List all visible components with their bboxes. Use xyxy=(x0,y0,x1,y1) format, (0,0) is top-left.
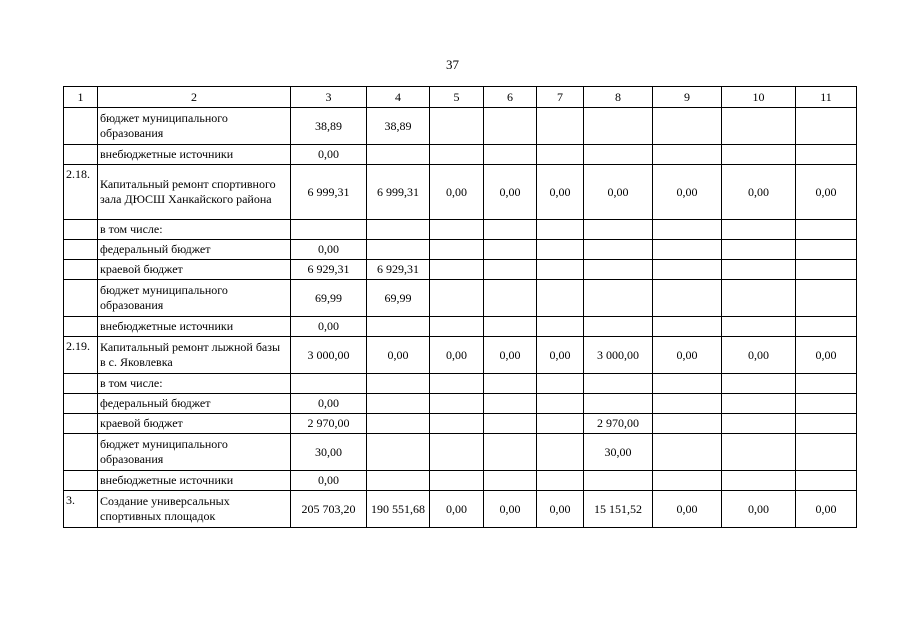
value-cell xyxy=(430,394,484,414)
value-cell: 0,00 xyxy=(430,165,484,220)
value-cell xyxy=(584,471,653,491)
value-cell: 0,00 xyxy=(291,240,367,260)
budget-table xyxy=(63,86,857,528)
value-cell: 0,00 xyxy=(722,337,796,374)
value-cell: 0,00 xyxy=(430,337,484,374)
value-cell: 3 000,00 xyxy=(584,337,653,374)
value-cell xyxy=(430,280,484,317)
value-cell: 6 929,31 xyxy=(367,260,430,280)
value-cell xyxy=(584,394,653,414)
value-cell xyxy=(722,240,796,260)
value-cell: 0,00 xyxy=(484,165,537,220)
value-cell xyxy=(796,240,857,260)
value-cell xyxy=(367,414,430,434)
value-cell xyxy=(367,374,430,394)
value-cell: 0,00 xyxy=(484,491,537,528)
header-cell: 2 xyxy=(98,87,291,108)
value-cell xyxy=(796,394,857,414)
value-cell: 69,99 xyxy=(367,280,430,317)
value-cell: 2 970,00 xyxy=(584,414,653,434)
header-row xyxy=(64,87,857,108)
value-cell xyxy=(653,280,722,317)
value-cell: 0,00 xyxy=(537,337,584,374)
value-cell xyxy=(722,317,796,337)
value-cell xyxy=(484,220,537,240)
value-cell: 0,00 xyxy=(291,471,367,491)
value-cell xyxy=(653,317,722,337)
value-cell xyxy=(653,260,722,280)
row-number-cell: 2.18. xyxy=(64,165,98,220)
row-number-cell xyxy=(64,317,98,337)
row-label-cell: бюджет муниципального образования xyxy=(98,280,291,317)
value-cell xyxy=(722,145,796,165)
row-number-cell xyxy=(64,414,98,434)
row-number-cell: 2.19. xyxy=(64,337,98,374)
value-cell xyxy=(537,471,584,491)
value-cell xyxy=(722,108,796,145)
value-cell: 0,00 xyxy=(653,491,722,528)
table-row xyxy=(64,220,857,240)
value-cell xyxy=(484,434,537,471)
row-number-cell xyxy=(64,220,98,240)
table-row xyxy=(64,491,857,528)
row-number-cell xyxy=(64,145,98,165)
value-cell xyxy=(291,374,367,394)
value-cell: 3 000,00 xyxy=(291,337,367,374)
value-cell xyxy=(484,280,537,317)
value-cell xyxy=(484,414,537,434)
value-cell xyxy=(722,471,796,491)
value-cell xyxy=(430,471,484,491)
value-cell xyxy=(484,240,537,260)
row-label-cell: Капитальный ремонт спортивного зала ДЮСШ Ханкайского района xyxy=(98,165,291,220)
value-cell xyxy=(367,220,430,240)
value-cell xyxy=(796,471,857,491)
value-cell xyxy=(584,240,653,260)
value-cell: 0,00 xyxy=(367,337,430,374)
value-cell: 0,00 xyxy=(484,337,537,374)
header-cell: 9 xyxy=(653,87,722,108)
value-cell: 0,00 xyxy=(796,337,857,374)
value-cell: 0,00 xyxy=(796,491,857,528)
value-cell: 0,00 xyxy=(430,491,484,528)
row-label-cell: в том числе: xyxy=(98,220,291,240)
value-cell xyxy=(796,280,857,317)
value-cell xyxy=(367,434,430,471)
value-cell xyxy=(722,220,796,240)
table-row xyxy=(64,108,857,145)
value-cell xyxy=(584,108,653,145)
value-cell xyxy=(430,374,484,394)
row-number-cell xyxy=(64,471,98,491)
header-cell: 5 xyxy=(430,87,484,108)
table-row xyxy=(64,165,857,220)
value-cell xyxy=(291,220,367,240)
row-label-cell: в том числе: xyxy=(98,374,291,394)
value-cell xyxy=(430,317,484,337)
value-cell xyxy=(430,145,484,165)
row-label-cell: федеральный бюджет xyxy=(98,394,291,414)
value-cell xyxy=(537,374,584,394)
value-cell xyxy=(722,394,796,414)
value-cell: 6 929,31 xyxy=(291,260,367,280)
value-cell: 0,00 xyxy=(291,317,367,337)
value-cell xyxy=(796,414,857,434)
value-cell: 0,00 xyxy=(722,165,796,220)
value-cell xyxy=(796,434,857,471)
value-cell xyxy=(537,317,584,337)
value-cell xyxy=(796,374,857,394)
value-cell xyxy=(537,260,584,280)
table-row xyxy=(64,337,857,374)
header-cell: 11 xyxy=(796,87,857,108)
header-cell: 1 xyxy=(64,87,98,108)
value-cell xyxy=(722,414,796,434)
value-cell: 30,00 xyxy=(291,434,367,471)
value-cell xyxy=(653,145,722,165)
value-cell xyxy=(584,260,653,280)
value-cell xyxy=(367,471,430,491)
value-cell xyxy=(537,414,584,434)
value-cell xyxy=(367,317,430,337)
value-cell xyxy=(484,394,537,414)
value-cell: 6 999,31 xyxy=(291,165,367,220)
value-cell xyxy=(796,317,857,337)
table-row xyxy=(64,434,857,471)
page-number: 37 xyxy=(446,57,459,72)
value-cell xyxy=(722,280,796,317)
value-cell xyxy=(653,394,722,414)
value-cell: 0,00 xyxy=(722,491,796,528)
value-cell xyxy=(722,434,796,471)
header-cell: 10 xyxy=(722,87,796,108)
row-number-cell xyxy=(64,108,98,145)
value-cell xyxy=(584,280,653,317)
value-cell: 0,00 xyxy=(653,165,722,220)
value-cell: 38,89 xyxy=(367,108,430,145)
value-cell xyxy=(430,108,484,145)
value-cell xyxy=(584,220,653,240)
value-cell xyxy=(484,108,537,145)
row-label-cell: внебюджетные источники xyxy=(98,471,291,491)
table-row xyxy=(64,471,857,491)
value-cell xyxy=(537,434,584,471)
row-number-cell xyxy=(64,394,98,414)
row-label-cell: краевой бюджет xyxy=(98,414,291,434)
row-number-cell xyxy=(64,374,98,394)
header-cell: 4 xyxy=(367,87,430,108)
value-cell xyxy=(796,260,857,280)
value-cell xyxy=(430,414,484,434)
row-label-cell: Создание универсальных спортивных площадок xyxy=(98,491,291,528)
row-number-cell xyxy=(64,434,98,471)
table-row xyxy=(64,145,857,165)
value-cell xyxy=(367,240,430,260)
row-number-cell xyxy=(64,280,98,317)
value-cell xyxy=(367,145,430,165)
table-row xyxy=(64,260,857,280)
value-cell xyxy=(430,220,484,240)
value-cell: 30,00 xyxy=(584,434,653,471)
row-label-cell: Капитальный ремонт лыжной базы в с. Яковлевка xyxy=(98,337,291,374)
row-label-cell: внебюджетные источники xyxy=(98,317,291,337)
value-cell xyxy=(653,220,722,240)
value-cell: 0,00 xyxy=(584,165,653,220)
value-cell xyxy=(484,145,537,165)
table-row xyxy=(64,240,857,260)
table-row xyxy=(64,317,857,337)
value-cell xyxy=(484,260,537,280)
value-cell xyxy=(796,220,857,240)
value-cell xyxy=(537,240,584,260)
table-row xyxy=(64,374,857,394)
row-label-cell: краевой бюджет xyxy=(98,260,291,280)
value-cell xyxy=(653,374,722,394)
value-cell xyxy=(584,374,653,394)
value-cell xyxy=(584,317,653,337)
table-row xyxy=(64,280,857,317)
row-label-cell: внебюджетные источники xyxy=(98,145,291,165)
value-cell xyxy=(653,240,722,260)
row-number-cell xyxy=(64,240,98,260)
row-number-cell: 3. xyxy=(64,491,98,528)
value-cell: 6 999,31 xyxy=(367,165,430,220)
value-cell xyxy=(796,108,857,145)
value-cell: 190 551,68 xyxy=(367,491,430,528)
value-cell xyxy=(537,220,584,240)
value-cell: 0,00 xyxy=(291,145,367,165)
value-cell xyxy=(584,145,653,165)
value-cell xyxy=(430,434,484,471)
value-cell: 0,00 xyxy=(796,165,857,220)
value-cell: 38,89 xyxy=(291,108,367,145)
header-cell: 6 xyxy=(484,87,537,108)
header-cell: 7 xyxy=(537,87,584,108)
row-label-cell: федеральный бюджет xyxy=(98,240,291,260)
row-number-cell xyxy=(64,260,98,280)
header-cell: 8 xyxy=(584,87,653,108)
value-cell xyxy=(367,394,430,414)
value-cell xyxy=(722,374,796,394)
value-cell xyxy=(653,108,722,145)
value-cell: 0,00 xyxy=(537,165,584,220)
value-cell xyxy=(653,471,722,491)
value-cell xyxy=(430,240,484,260)
value-cell xyxy=(653,434,722,471)
value-cell xyxy=(537,394,584,414)
value-cell: 2 970,00 xyxy=(291,414,367,434)
table-row xyxy=(64,414,857,434)
value-cell xyxy=(537,280,584,317)
value-cell xyxy=(430,260,484,280)
value-cell xyxy=(484,317,537,337)
value-cell xyxy=(537,145,584,165)
value-cell: 69,99 xyxy=(291,280,367,317)
value-cell xyxy=(796,145,857,165)
value-cell: 0,00 xyxy=(537,491,584,528)
value-cell xyxy=(484,374,537,394)
value-cell xyxy=(537,108,584,145)
value-cell: 205 703,20 xyxy=(291,491,367,528)
table-row xyxy=(64,394,857,414)
value-cell: 0,00 xyxy=(291,394,367,414)
value-cell: 15 151,52 xyxy=(584,491,653,528)
value-cell xyxy=(484,471,537,491)
header-cell: 3 xyxy=(291,87,367,108)
row-label-cell: бюджет муниципального образования xyxy=(98,434,291,471)
row-label-cell: бюджет муниципального образования xyxy=(98,108,291,145)
value-cell xyxy=(722,260,796,280)
value-cell: 0,00 xyxy=(653,337,722,374)
value-cell xyxy=(653,414,722,434)
